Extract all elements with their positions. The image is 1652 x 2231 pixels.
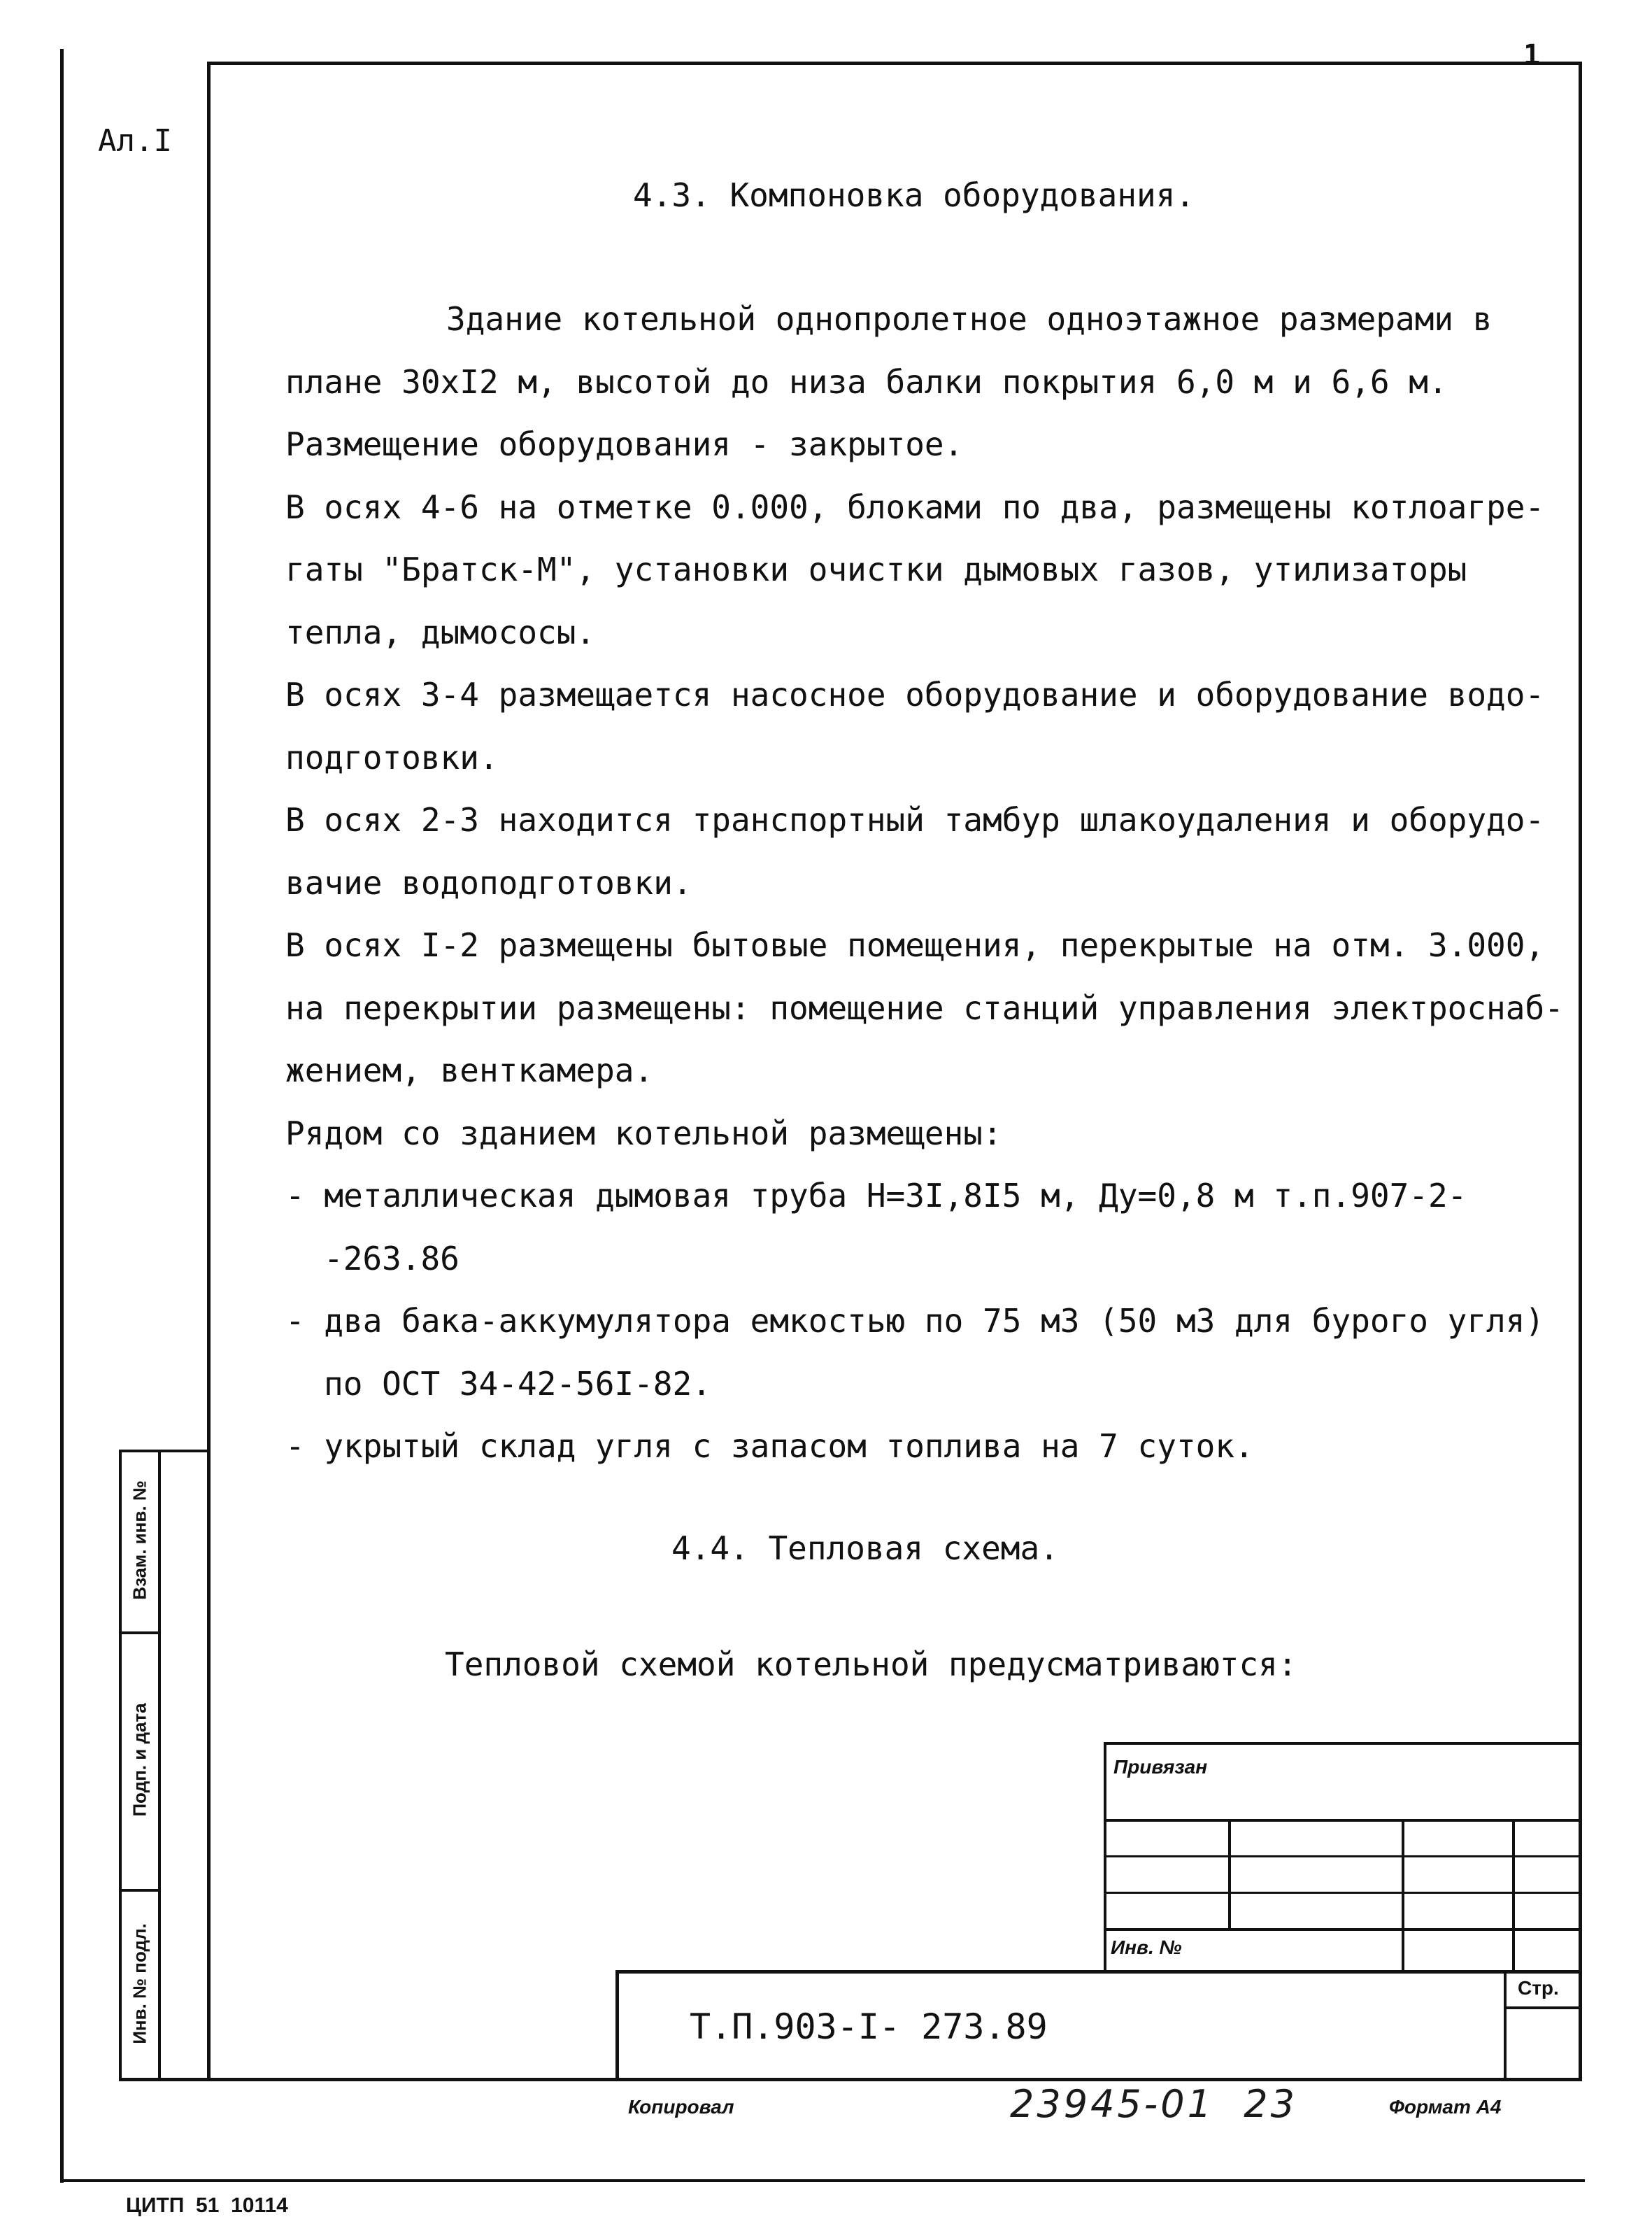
tb-table-top xyxy=(1104,1742,1582,1745)
paragraph-line: на перекрытии размещены: помещение станций управления электроснаб- xyxy=(285,989,1564,1027)
page-label: Стр. xyxy=(1518,1977,1559,1999)
tb-row-line xyxy=(1104,1855,1582,1857)
privyazan-label: Привязан xyxy=(1113,1756,1208,1778)
tb-row-line xyxy=(1104,1819,1582,1822)
frame-right xyxy=(1579,62,1582,2081)
format-label: Формат А4 xyxy=(1389,2096,1502,2118)
paragraph-line: вачие водоподготовки. xyxy=(285,863,692,902)
bottom-margin-line xyxy=(60,2179,1585,2182)
list-item-continuation: -263.86 xyxy=(324,1239,460,1277)
paragraph-line: В осях 4-6 на отметке 0.000, блоками по два, размещены котлоагре- xyxy=(285,488,1545,526)
frame-left xyxy=(207,62,211,2081)
paragraph-line: В осях 2-3 находится транспортный тамбур шлакоудаления и оборудо- xyxy=(285,801,1545,839)
code-box-right xyxy=(1504,1970,1507,2081)
handwritten-number: 23945-01 23 xyxy=(1010,2082,1298,2126)
paragraph-line: подготовки. xyxy=(285,738,499,777)
paragraph-line: жением, венткамера. xyxy=(285,1051,654,1089)
inv-no-label: Инв. № xyxy=(1111,1936,1182,1958)
left-margin-line xyxy=(60,49,64,2183)
side-stamp-left xyxy=(119,1450,122,2081)
frame-top xyxy=(207,62,1582,65)
paragraph-line: плане 30xI2 м, высотой до низа балки покрытия 6,0 м и 6,6 м. xyxy=(285,362,1448,401)
code-box-left xyxy=(615,1970,619,2081)
tb-col-line xyxy=(1402,1819,1404,1973)
side-label-inv-podl: Инв. № подл. xyxy=(129,1923,150,2044)
paragraph-line: Размещение оборудования - закрытое. xyxy=(285,425,964,463)
document-code: Т.П.903-I- 273.89 xyxy=(690,2006,1048,2047)
print-code: ЦИТП 51 10114 xyxy=(126,2194,288,2217)
side-stamp-inner xyxy=(158,1450,161,2081)
page-box-divider xyxy=(1504,2006,1582,2009)
side-label-podp-data: Подп. и дата xyxy=(129,1703,150,1817)
paragraph-line: гаты "Братск-М", установки очистки дымовых газов, утилизаторы xyxy=(285,551,1467,588)
section-4-3-title: 4.3. Компоновка оборудования. xyxy=(633,176,1195,214)
side-stamp-divider xyxy=(119,1631,161,1634)
paragraph-line: Рядом со зданием котельной размещены: xyxy=(285,1114,1002,1152)
list-item: - металлическая дымовая труба Н=3I,8I5 м, Ду=0,8 м т.п.907-2- xyxy=(285,1177,1467,1214)
side-label-vzam-inv: Взам. инв. № xyxy=(129,1480,150,1600)
tb-col-line xyxy=(1228,1819,1231,1931)
side-stamp-divider xyxy=(119,1889,161,1892)
tb-table-left xyxy=(1104,1742,1106,1973)
tb-row-line xyxy=(1104,1928,1582,1931)
tb-col-line xyxy=(1512,1819,1515,1973)
sheet-label: Ал.I xyxy=(98,123,172,159)
code-box-top xyxy=(615,1970,1582,1974)
paragraph-line: тепла, дымососы. xyxy=(285,613,596,651)
section-4-3-body xyxy=(285,288,1564,1478)
paragraph-line: В осях 3-4 размещается насосное оборудование и оборудование водо- xyxy=(285,676,1545,714)
section-4-4-intro: Тепловой схемой котельной предусматриваются: xyxy=(445,1645,1297,1683)
paragraph-line: Здание котельной однопролетное одноэтажное размерами в xyxy=(446,300,1493,338)
list-item: - два бака-аккумулятора емкостью по 75 м3 (50 м3 для бурого угля) xyxy=(285,1302,1545,1340)
list-item-continuation: по ОСТ 34-42-56I-82. xyxy=(324,1364,711,1403)
page-mark: 1 xyxy=(1523,39,1541,71)
tb-row-line xyxy=(1104,1892,1582,1894)
frame-bottom xyxy=(119,2078,1582,2081)
paragraph-line: В осях I-2 размещены бытовые помещения, перекрытые на отм. 3.000, xyxy=(285,926,1545,964)
copied-label: Копировал xyxy=(628,2096,734,2118)
section-4-4-title: 4.4. Тепловая схема. xyxy=(671,1529,1059,1567)
list-item: - укрытый склад угля с запасом топлива на 7 суток. xyxy=(285,1427,1254,1465)
